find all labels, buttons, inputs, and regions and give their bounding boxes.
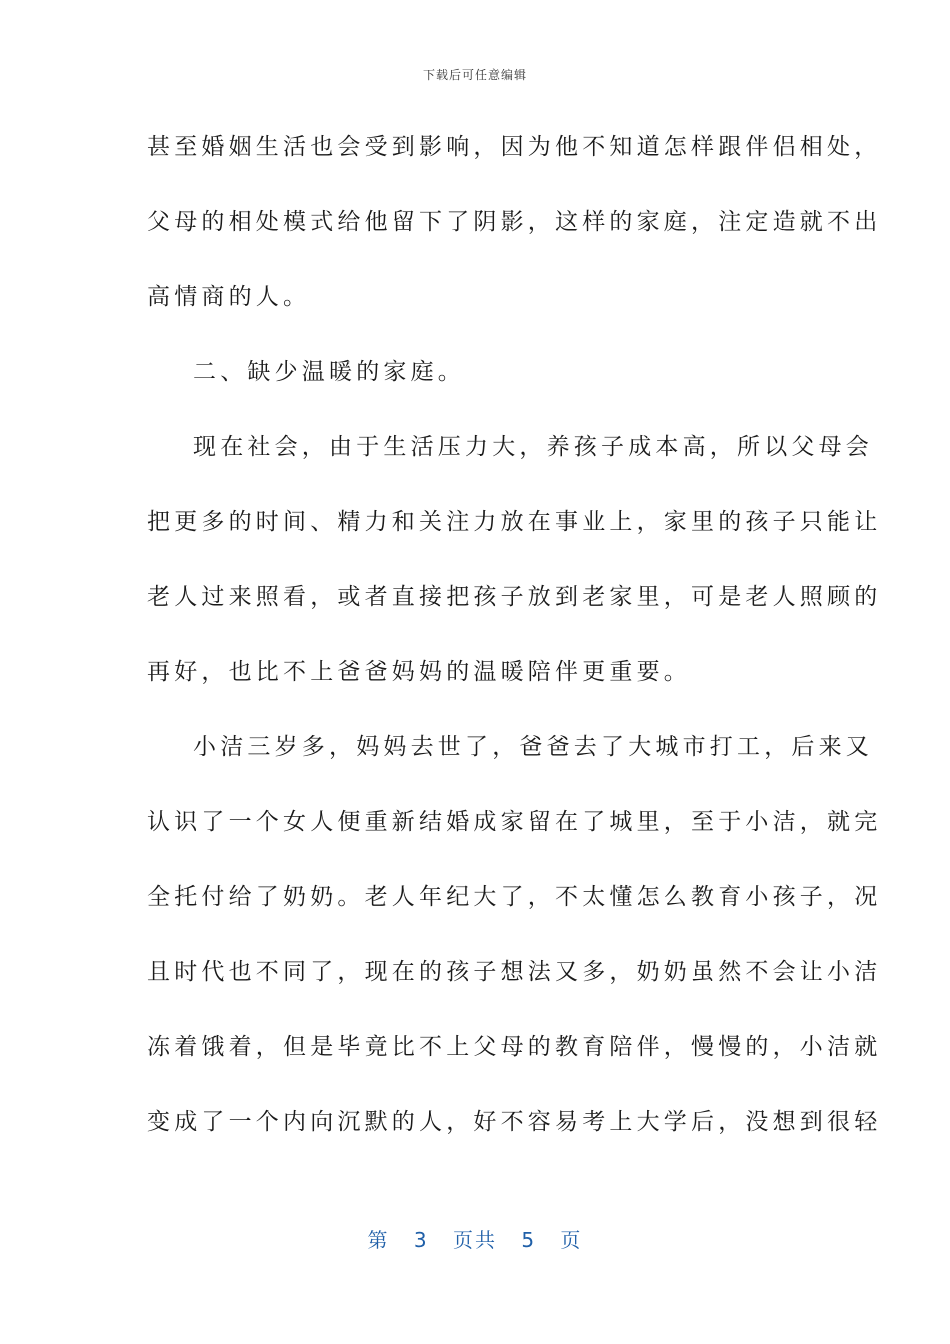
page-header-note: 下载后可任意编辑 [422, 68, 527, 82]
text-line: 把更多的时间、精力和关注力放在事业上，家里的孩子只能让 [147, 509, 882, 535]
section-heading: 二、缺少温暖的家庭。 [193, 359, 465, 385]
text-line: 冻着饿着，但是毕竟比不上父母的教育陪伴，慢慢的，小洁就 [147, 1034, 882, 1060]
page-number: 第 3 页共 5 页 [367, 1228, 583, 1252]
text-line: 全托付给了奶奶。老人年纪大了，不太懂怎么教育小孩子，况 [147, 884, 882, 910]
document-body [147, 120, 882, 1170]
text-line: 且时代也不同了，现在的孩子想法又多，奶奶虽然不会让小洁 [147, 959, 882, 985]
text-line: 高情商的人。 [147, 284, 311, 310]
text-line: 父母的相处模式给他留下了阴影，这样的家庭，注定造就不出 [147, 209, 882, 235]
text-line: 再好，也比不上爸爸妈妈的温暖陪伴更重要。 [147, 659, 691, 685]
text-line: 认识了一个女人便重新结婚成家留在了城里，至于小洁，就完 [147, 809, 882, 835]
text-line: 变成了一个内向沉默的人，好不容易考上大学后，没想到很轻 [147, 1109, 882, 1135]
text-line: 甚至婚姻生活也会受到影响，因为他不知道怎样跟伴侣相处， [147, 134, 882, 160]
text-line: 现在社会，由于生活压力大，养孩子成本高，所以父母会 [193, 434, 873, 460]
text-line: 老人过来照看，或者直接把孩子放到老家里，可是老人照顾的 [147, 584, 882, 610]
text-line: 小洁三岁多，妈妈去世了，爸爸去了大城市打工，后来又 [193, 734, 873, 760]
